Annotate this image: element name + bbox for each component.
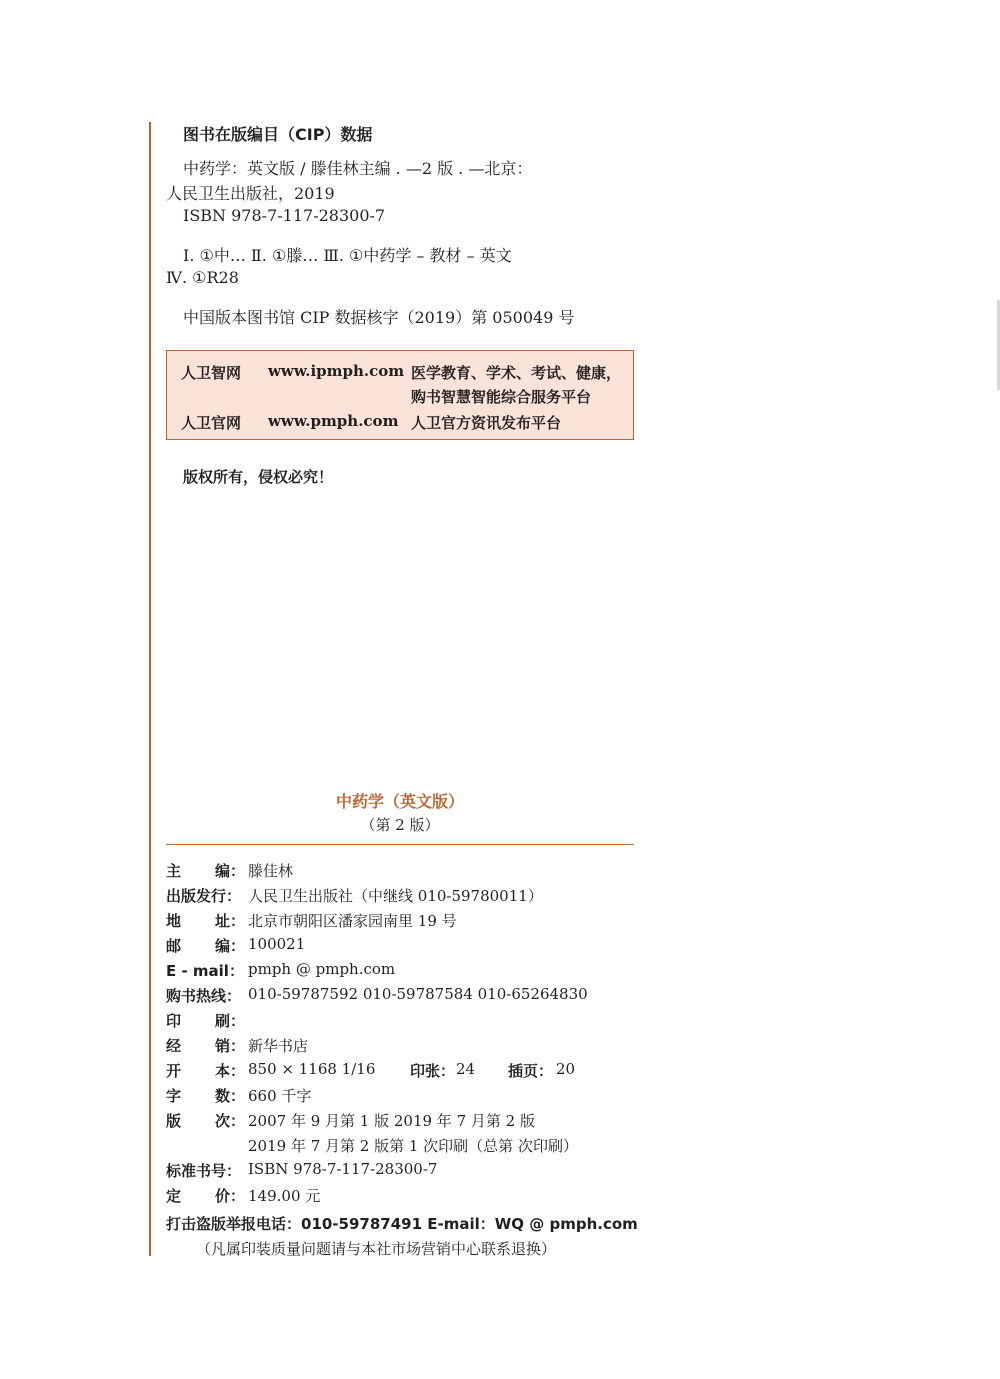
return-note: （凡属印装质量问题请与本社市场营销中心联系退换） <box>196 1240 557 1258</box>
words-label: 字 数： <box>166 1087 245 1105</box>
book-edition: （第 2 版） <box>360 816 440 834</box>
isbn-value: ISBN 978-7-117-28300-7 <box>248 1160 438 1178</box>
hotline-label: 购书热线： <box>166 987 242 1005</box>
web-desc-1: 医学教育、学术、考试、健康， <box>411 364 622 382</box>
isbn-label: 标准书号： <box>166 1162 242 1180</box>
publisher-label: 出版发行： <box>166 887 242 905</box>
web-url-1[interactable]: www.ipmph.com <box>268 362 405 380</box>
edition-value-2: 2019 年 7 月第 2 版第 1 次印刷（总第 次印刷） <box>248 1137 578 1155</box>
cip-line-5: Ⅳ. ①R28 <box>166 268 239 287</box>
web-name-1: 人卫智网 <box>181 364 242 382</box>
address-label: 地 址： <box>166 912 245 930</box>
plates-label: 插页： <box>508 1062 554 1080</box>
edition-label: 版 次： <box>166 1112 245 1130</box>
format-value: 850 × 1168 1/16 <box>248 1060 376 1078</box>
cip-title: 图书在版编目（CIP）数据 <box>183 125 373 144</box>
price-label: 定 价： <box>166 1187 245 1205</box>
email-label: E - mail： <box>166 962 244 980</box>
cip-line-6: 中国版本图书馆 CIP 数据核字（2019）第 050049 号 <box>183 308 575 327</box>
copyright-notice: 版权所有，侵权必究！ <box>183 468 334 486</box>
seller-value: 新华书店 <box>248 1037 309 1055</box>
website-info-box <box>166 350 634 440</box>
editor-label: 主 编： <box>166 862 245 880</box>
cip-line-1: 中药学：英文版 / 滕佳林主编 . —2 版 . —北京： <box>183 159 533 178</box>
web-desc-1b: 购书智慧智能综合服务平台 <box>411 388 592 406</box>
printer-label: 印 刷： <box>166 1012 245 1030</box>
price-value: 149.00 元 <box>248 1187 321 1205</box>
hotline-value: 010-59787592 010-59787584 010-65264830 <box>248 985 588 1003</box>
address-value: 北京市朝阳区潘家园南里 19 号 <box>248 912 457 930</box>
edition-value-1: 2007 年 9 月第 1 版 2019 年 7 月第 2 版 <box>248 1112 535 1130</box>
sheets-value: 24 <box>456 1060 476 1078</box>
seller-label: 经 销： <box>166 1037 245 1055</box>
web-url-2[interactable]: www.pmph.com <box>268 412 399 430</box>
cip-line-2: 人民卫生出版社，2019 <box>166 184 335 203</box>
web-desc-2: 人卫官方资讯发布平台 <box>411 414 562 432</box>
plates-value: 20 <box>556 1060 576 1078</box>
sheets-label: 印张： <box>410 1062 456 1080</box>
words-value: 660 千字 <box>248 1087 312 1105</box>
postcode-label: 邮 编： <box>166 937 245 955</box>
cip-line-4: Ⅰ. ①中… Ⅱ. ①滕… Ⅲ. ①中药学 – 教材 – 英文 <box>183 246 512 265</box>
editor-value: 滕佳林 <box>248 862 294 880</box>
web-name-2: 人卫官网 <box>181 414 242 432</box>
book-title: 中药学（英文版） <box>335 792 464 811</box>
left-margin-rule <box>149 122 151 1256</box>
email-value[interactable]: pmph @ pmph.com <box>248 960 396 978</box>
publisher-value: 人民卫生出版社（中继线 010-59780011） <box>248 887 543 905</box>
anti-piracy-hotline: 打击盗版举报电话：010-59787491 E-mail：WQ @ pmph.com <box>166 1215 638 1233</box>
postcode-value: 100021 <box>248 935 306 953</box>
format-label: 开 本： <box>166 1062 245 1080</box>
divider-line <box>166 844 634 845</box>
cip-line-3: ISBN 978-7-117-28300-7 <box>183 206 386 225</box>
